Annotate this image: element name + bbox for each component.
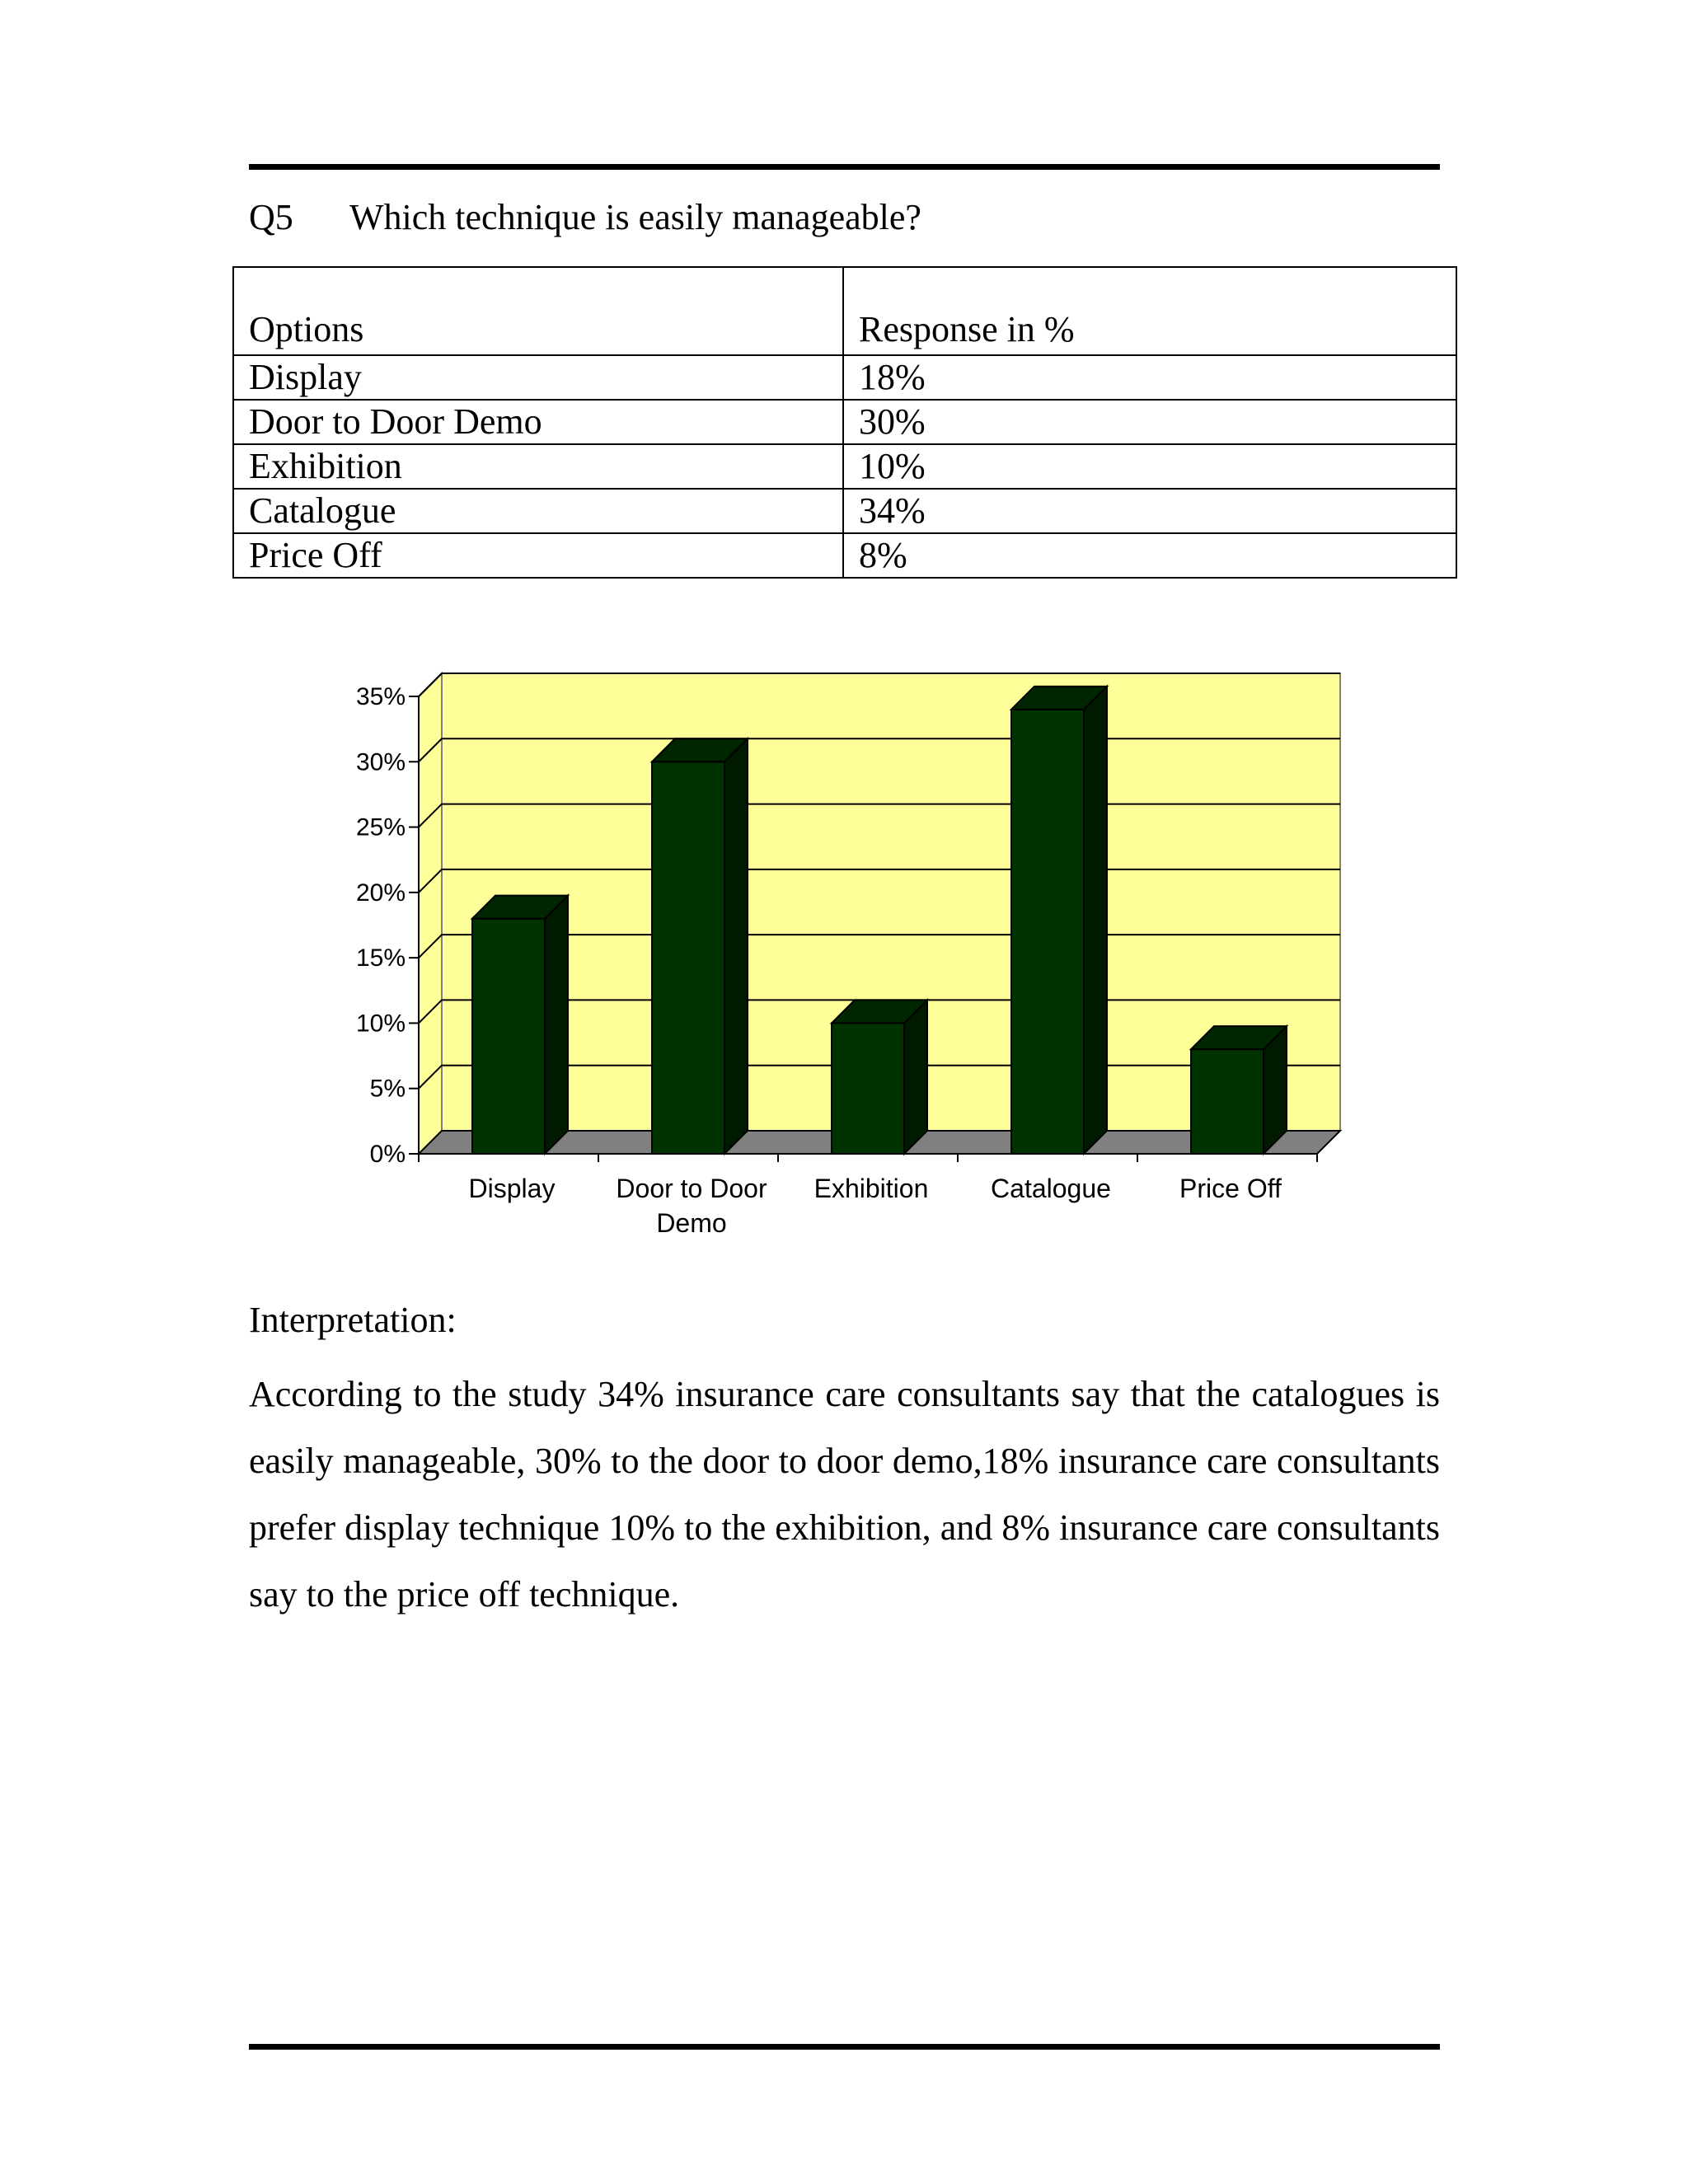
plot-side-wall [419, 673, 442, 1154]
bar-side [904, 1000, 927, 1154]
option-cell: Price Off [233, 533, 843, 578]
y-tick-label: 30% [355, 748, 406, 776]
y-tick-label: 20% [355, 879, 406, 907]
x-tick-label: Price Off [1179, 1174, 1282, 1203]
interpretation-title: Interpretation: [249, 1300, 457, 1340]
bar [1011, 710, 1084, 1154]
response-cell: 34% [843, 489, 1456, 533]
response-cell: 18% [843, 355, 1456, 400]
y-tick-label: 5% [369, 1075, 406, 1103]
header-response: Response in % [843, 267, 1456, 355]
y-tick-label: 10% [355, 1010, 406, 1038]
x-tick-label: Door to Door [616, 1174, 767, 1203]
option-cell: Display [233, 355, 843, 400]
x-tick-label: Catalogue [991, 1174, 1111, 1203]
bar [832, 1023, 904, 1154]
question-text: Which technique is easily manageable? [349, 197, 921, 237]
bottom-rule [249, 2044, 1440, 2050]
x-tick-label: Demo [656, 1208, 727, 1238]
x-tick-label: Exhibition [814, 1174, 929, 1203]
bar [1191, 1049, 1264, 1154]
bar-side [1084, 687, 1107, 1154]
option-cell: Door to Door Demo [233, 400, 843, 444]
response-cell: 8% [843, 533, 1456, 578]
response-cell: 10% [843, 444, 1456, 489]
bar-side [724, 738, 748, 1154]
y-tick-label: 25% [355, 813, 406, 841]
response-cell: 30% [843, 400, 1456, 444]
y-tick-label: 35% [355, 683, 406, 710]
question-number: Q5 [249, 197, 293, 237]
bar [652, 762, 724, 1154]
y-tick-label: 0% [369, 1141, 406, 1168]
header-options: Options [233, 267, 843, 355]
option-cell: Exhibition [233, 444, 843, 489]
interpretation-body: According to the study 34% insurance care consultants say that the catalogues is easily manageable, 30% to the door to door demo,18% insurance care consultants prefer display technique 10% to the exhibition, and 8% insurance care consultants say to the price off technique. [249, 1374, 1440, 1615]
option-cell: Catalogue [233, 489, 843, 533]
y-tick-label: 15% [355, 944, 406, 972]
bar-side [545, 896, 568, 1154]
bar [472, 919, 545, 1154]
x-tick-label: Display [468, 1174, 556, 1203]
